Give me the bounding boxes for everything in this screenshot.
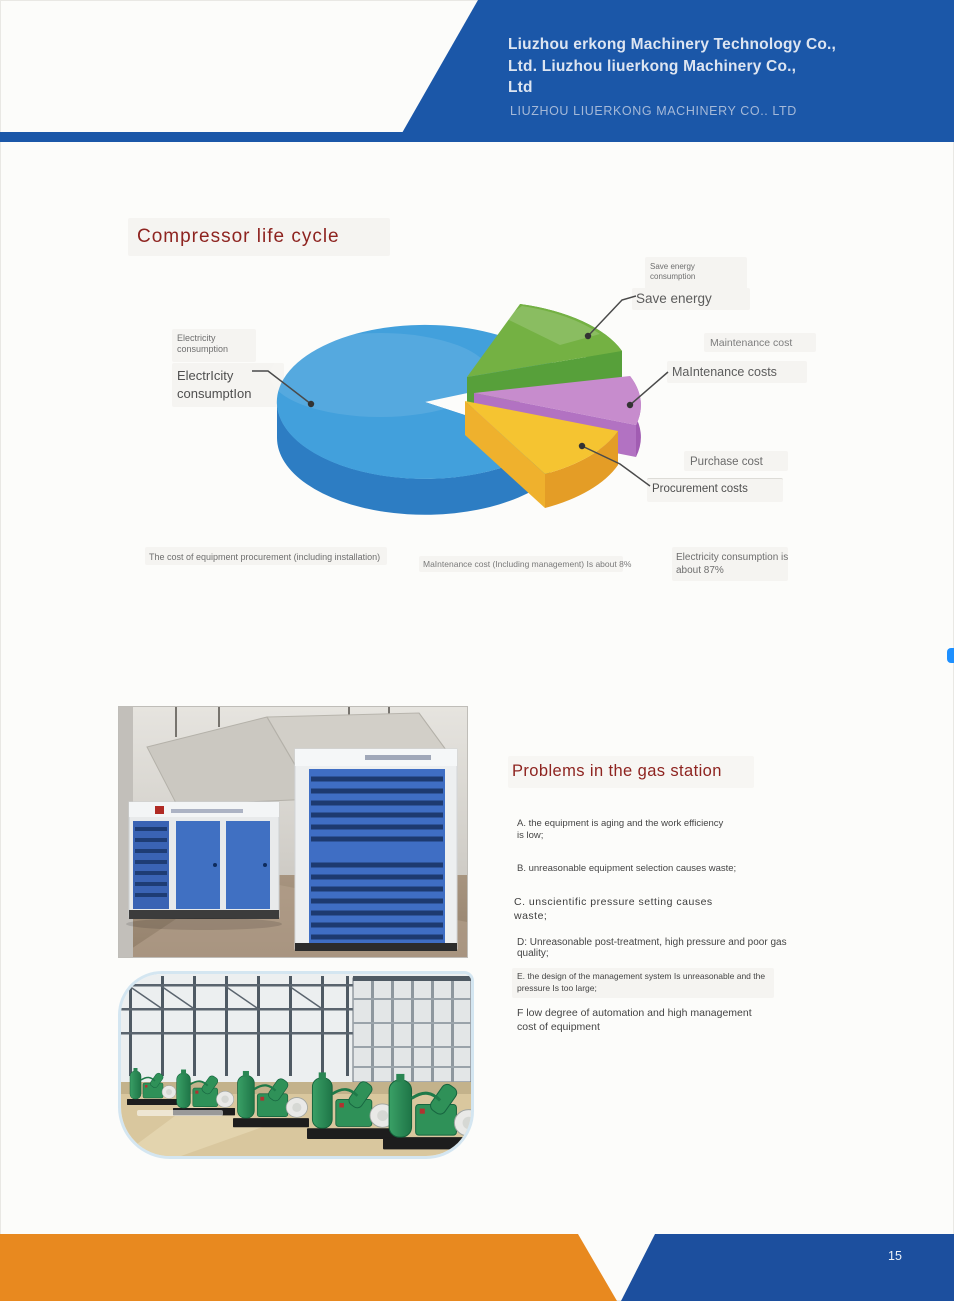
page-edge-blue-mark bbox=[947, 648, 954, 663]
label-purchase-small: Purchase cost bbox=[690, 456, 763, 468]
caption-procurement: The cost of equipment procurement (including installation) bbox=[149, 552, 381, 562]
problem-item-e: E. the design of the management system Is unreasonable and the pressure Is too large; bbox=[517, 971, 766, 993]
leader-dot-save bbox=[585, 333, 591, 339]
company-title-line2: Ltd. Liuzhou liuerkong Machinery Co., bbox=[508, 57, 797, 75]
label-save-energy-small bbox=[650, 262, 695, 282]
label-line: consumptIon bbox=[177, 386, 252, 401]
caption-line: about 87% bbox=[676, 565, 724, 576]
label-maintenance-small: Maintenance cost bbox=[710, 337, 793, 349]
label-line: Save energy bbox=[650, 262, 695, 271]
caption-electricity bbox=[676, 551, 788, 577]
leader-dot-electricity bbox=[308, 401, 314, 407]
pie-highlight bbox=[270, 333, 490, 417]
label-procurement: Procurement costs bbox=[652, 483, 748, 495]
page-number: 15 bbox=[888, 1249, 902, 1263]
gas-station-illustration bbox=[121, 974, 471, 1156]
company-title-line1: Liuzhou erkong Machinery Technology Co., bbox=[508, 36, 837, 53]
problem-item-c: C. unscientific pressure setting causes waste; bbox=[514, 896, 713, 922]
label-line: ElectrIcity bbox=[177, 368, 234, 383]
compressor-room-photo bbox=[118, 706, 468, 958]
company-subtitle: LIUZHOU LIUERKONG MACHINERY CO.. LTD bbox=[510, 104, 797, 118]
pie-chart bbox=[0, 0, 954, 560]
footer-blue-polygon bbox=[621, 1234, 954, 1301]
leader-dot-maintenance bbox=[627, 402, 633, 408]
footer-orange-polygon bbox=[0, 1234, 617, 1301]
caption-line: Electricity consumption is bbox=[676, 552, 789, 563]
label-electricity bbox=[177, 367, 251, 403]
label-line: consumption bbox=[650, 272, 696, 281]
label-line: consumption bbox=[177, 344, 229, 354]
page-title: Compressor life cycle bbox=[137, 226, 340, 247]
problem-item-a: A. the equipment is aging and the work efficiency is low; bbox=[517, 818, 724, 841]
problem-item-d: D: Unreasonable post-treatment, high pressure and poor gas quality; bbox=[517, 937, 787, 959]
gas-station-compressors-photo bbox=[118, 971, 474, 1159]
problems-title: Problems in the gas station bbox=[512, 762, 722, 780]
compressor-room-illustration bbox=[119, 707, 467, 957]
footer-banner bbox=[0, 1234, 954, 1301]
problem-item-f: F low degree of automation and high management cost of equipment bbox=[517, 1007, 752, 1033]
label-line: Electricity bbox=[177, 333, 216, 343]
label-save-energy: Save energy bbox=[636, 291, 712, 306]
company-title-line3: Ltd bbox=[508, 79, 533, 96]
label-maintenance: MaIntenance costs bbox=[672, 365, 777, 379]
caption-maintenance: MaIntenance cost (Including management) Is about 8% bbox=[423, 559, 632, 569]
problem-item-b: B. unreasonable equipment selection causes waste; bbox=[517, 863, 737, 874]
label-electricity-small bbox=[177, 333, 228, 355]
leader-dot-procurement bbox=[579, 443, 585, 449]
